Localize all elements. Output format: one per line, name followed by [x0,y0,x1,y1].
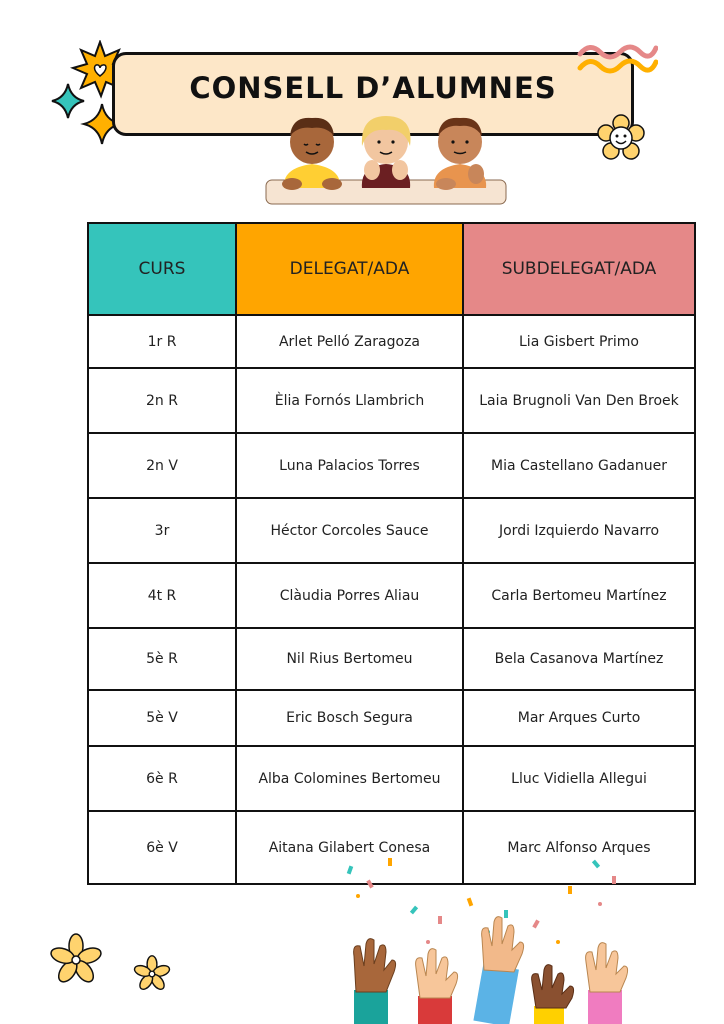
cell-curs: 1r R [88,315,236,368]
cell-curs: 6è V [88,811,236,884]
cell-curs: 2n V [88,433,236,498]
cell-subdelegat: Carla Bertomeu Martínez [463,563,695,628]
cell-curs: 6è R [88,746,236,811]
table-row [88,690,695,746]
cell-curs: 5è V [88,690,236,746]
table-row [88,315,695,368]
cell-curs: 5è R [88,628,236,690]
table-header-row [88,223,695,315]
cell-delegat: Héctor Corcoles Sauce [236,498,463,563]
table-row [88,563,695,628]
cell-subdelegat: Jordi Izquierdo Navarro [463,498,695,563]
cell-delegat: Arlet Pelló Zaragoza [236,315,463,368]
cell-curs: 3r [88,498,236,563]
kids-illustration [262,108,510,206]
header-curs: CURS [88,223,236,315]
council-table [87,222,696,885]
wavy-lines-icon [576,40,658,76]
cell-subdelegat: Mar Arques Curto [463,690,695,746]
cell-subdelegat: Lia Gisbert Primo [463,315,695,368]
table-row [88,746,695,811]
cell-subdelegat: Lluc Vidiella Allegui [463,746,695,811]
page-title: CONSELL D’ALUMNES [189,71,557,105]
cell-subdelegat: Marc Alfonso Arques [463,811,695,884]
table-row [88,433,695,498]
header-subdelegat: SUBDELEGAT/ADA [463,223,695,315]
raised-hands-confetti [328,846,648,1024]
cell-delegat: Aitana Gilabert Conesa [236,811,463,884]
cell-delegat: Èlia Fornós Llambrich [236,368,463,433]
cell-curs: 4t R [88,563,236,628]
flowers-icon [48,932,176,996]
cell-delegat: Luna Palacios Torres [236,433,463,498]
smiley-flower-icon [596,114,646,162]
table-row [88,368,695,433]
cell-subdelegat: Laia Brugnoli Van Den Broek [463,368,695,433]
cell-subdelegat: Bela Casanova Martínez [463,628,695,690]
table-row [88,498,695,563]
cell-curs: 2n R [88,368,236,433]
table-row [88,628,695,690]
header-delegat: DELEGAT/ADA [236,223,463,315]
cell-delegat: Eric Bosch Segura [236,690,463,746]
cell-subdelegat: Mia Castellano Gadanuer [463,433,695,498]
cell-delegat: Clàudia Porres Aliau [236,563,463,628]
cell-delegat: Nil Rius Bertomeu [236,628,463,690]
cell-delegat: Alba Colomines Bertomeu [236,746,463,811]
